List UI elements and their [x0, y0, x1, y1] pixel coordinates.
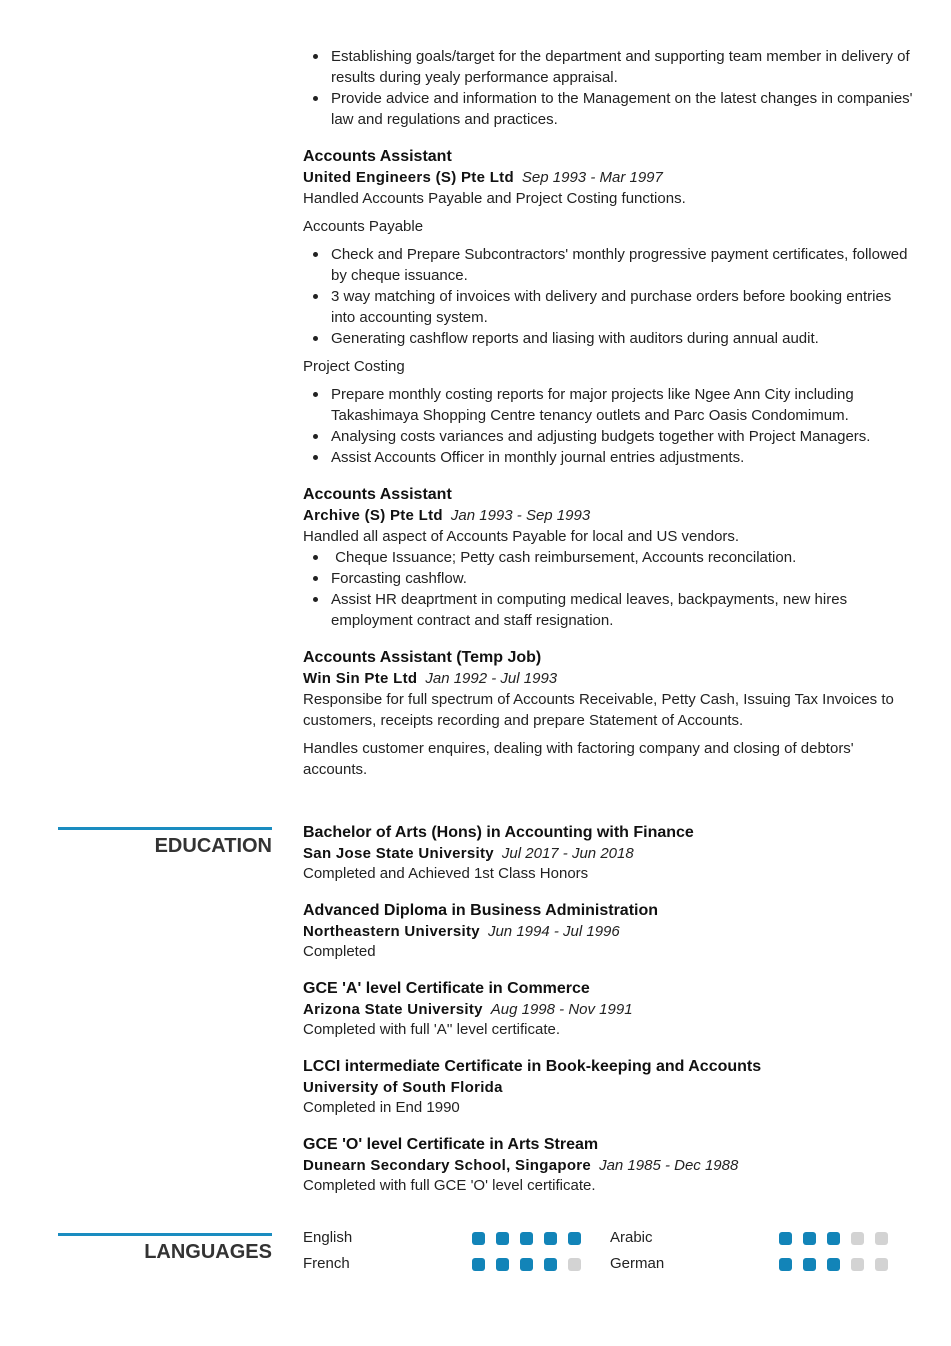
- bullet-item: Assist Accounts Officer in monthly journal entries adjustments.: [303, 447, 913, 468]
- edu-note: Completed with full 'A'' level certificate.: [303, 1021, 561, 1038]
- bullet-icon: [313, 336, 318, 341]
- bullet-item: Establishing goals/target for the department and supporting team member in delivery of results during yealy performance appraisal.: [303, 46, 913, 88]
- bullet-item: Provide advice and information to the Management on the latest changes in companies' law and regulations and practices.: [303, 88, 913, 130]
- level-pip-filled: [803, 1258, 816, 1271]
- level-pip-empty: [568, 1258, 581, 1271]
- degree-title: Advanced Diploma in Business Administration: [303, 902, 659, 919]
- bullet-icon: [313, 434, 318, 439]
- level-pip-filled: [496, 1232, 509, 1245]
- bullet-icon: [313, 96, 318, 101]
- level-pip-empty: [851, 1258, 864, 1271]
- bullet-list: [303, 547, 913, 631]
- school-name: Dunearn Secondary School, Singapore: [303, 1157, 592, 1174]
- level-pip-filled: [520, 1232, 533, 1245]
- level-pip-filled: [544, 1258, 557, 1271]
- job-summary-extra: Handles customer enquires, dealing with factoring company and closing of debtors' accounts.: [303, 740, 854, 778]
- level-pip-filled: [472, 1258, 485, 1271]
- level-pip-filled: [568, 1232, 581, 1245]
- degree-title: LCCI intermediate Certificate in Book-keeping and Accounts: [303, 1058, 762, 1075]
- job-summary: Handled Accounts Payable and Project Costing functions.: [303, 190, 686, 207]
- bullet-item: Cheque Issuance; Petty cash reimbursement, Accounts reconcilation.: [303, 547, 913, 568]
- sub-heading: Accounts Payable: [303, 218, 424, 235]
- company-name: United Engineers (S) Pte Ltd: [303, 169, 514, 186]
- level-pip-filled: [779, 1232, 792, 1245]
- bullet-item: Check and Prepare Subcontractors' monthly progressive payment certificates, followed by cheque issuance.: [303, 244, 913, 286]
- edu-dates: Aug 1998 - Nov 1991: [490, 1001, 633, 1018]
- job-dates: Sep 1993 - Mar 1997: [521, 169, 663, 186]
- level-pip-filled: [520, 1258, 533, 1271]
- education-entry: [303, 1134, 913, 1196]
- bullet-item: Prepare monthly costing reports for major projects like Ngee Ann City including Takashimaya Shopping Centre tenancy outlets and Parc Oasis Condomimum.: [303, 384, 913, 426]
- language-level: [779, 1258, 888, 1271]
- experience-section: [303, 46, 913, 780]
- job-summary: Handled all aspect of Accounts Payable for local and US vendors.: [303, 528, 740, 545]
- edu-dates: Jun 1994 - Jul 1996: [487, 923, 620, 940]
- level-pip-empty: [851, 1232, 864, 1245]
- degree-title: Bachelor of Arts (Hons) in Accounting with Finance: [303, 824, 694, 841]
- edu-note: Completed with full GCE 'O' level certificate.: [303, 1177, 596, 1194]
- job-dates: Jan 1992 - Jul 1993: [425, 670, 558, 687]
- level-pip-filled: [779, 1258, 792, 1271]
- bullet-icon: [313, 597, 318, 602]
- education-entry: [303, 822, 913, 884]
- bullet-icon: [313, 54, 318, 59]
- degree-title: GCE 'A' level Certificate in Commerce: [303, 980, 590, 997]
- top-bullet-list: [303, 46, 913, 130]
- bullet-icon: [313, 576, 318, 581]
- section-divider: [58, 827, 272, 830]
- level-pip-filled: [827, 1232, 840, 1245]
- bullet-icon: [313, 252, 318, 257]
- school-name: Northeastern University: [303, 923, 480, 940]
- job-title: Accounts Assistant: [303, 486, 452, 503]
- level-pip-filled: [544, 1232, 557, 1245]
- job-summary: Responsibe for full spectrum of Accounts Receivable, Petty Cash, Issuing Tax Invoices to customers, receipts recording and prepare Statement of Accounts.: [303, 691, 894, 729]
- language-name: Arabic: [610, 1229, 653, 1246]
- level-pip-filled: [496, 1258, 509, 1271]
- company-name: Archive (S) Pte Ltd: [303, 507, 443, 524]
- school-name: University of South Florida: [303, 1079, 503, 1096]
- school-name: San Jose State University: [303, 845, 494, 862]
- level-pip-filled: [803, 1232, 816, 1245]
- sub-heading: Project Costing: [303, 358, 405, 375]
- school-name: Arizona State University: [303, 1001, 483, 1018]
- bullet-item: Analysing costs variances and adjusting budgets together with Project Managers.: [303, 426, 913, 447]
- section-title-languages: LANGUAGES: [144, 1241, 272, 1263]
- degree-title: GCE 'O' level Certificate in Arts Stream: [303, 1136, 599, 1153]
- bullet-icon: [313, 392, 318, 397]
- section-title-education: EDUCATION: [154, 835, 272, 857]
- language-level: [472, 1258, 581, 1271]
- level-pip-filled: [472, 1232, 485, 1245]
- language-name: English: [303, 1229, 353, 1246]
- job-entry: [303, 147, 913, 468]
- bullet-item: Assist HR deaprtment in computing medical leaves, backpayments, new hires employment contract and staff resignation.: [303, 589, 913, 631]
- job-entry: [303, 648, 913, 780]
- edu-note: Completed: [303, 943, 376, 960]
- language-name: German: [610, 1255, 665, 1272]
- level-pip-filled: [827, 1258, 840, 1271]
- language-level: [779, 1232, 888, 1245]
- edu-dates: Jan 1985 - Dec 1988: [599, 1157, 739, 1174]
- bullet-item: Generating cashflow reports and liasing with auditors during annual audit.: [303, 328, 913, 349]
- edu-dates: Jul 2017 - Jun 2018: [501, 845, 634, 862]
- job-title: Accounts Assistant (Temp Job): [303, 649, 542, 666]
- company-name: Win Sin Pte Ltd: [303, 670, 418, 687]
- section-divider: [58, 1233, 272, 1236]
- education-list: [303, 822, 913, 1212]
- bullet-list: [303, 384, 913, 468]
- education-entry: [303, 1056, 913, 1118]
- language-name: French: [303, 1255, 350, 1272]
- level-pip-empty: [875, 1258, 888, 1271]
- job-entry: [303, 485, 913, 631]
- education-entry: [303, 900, 913, 962]
- edu-note: Completed and Achieved 1st Class Honors: [303, 865, 589, 882]
- education-entry: [303, 978, 913, 1040]
- edu-note: Completed in End 1990: [303, 1099, 460, 1116]
- language-level: [472, 1232, 581, 1245]
- bullet-item: Forcasting cashflow.: [303, 568, 913, 589]
- bullet-list: [303, 244, 913, 349]
- bullet-icon: [313, 555, 318, 560]
- level-pip-empty: [875, 1232, 888, 1245]
- bullet-item: 3 way matching of invoices with delivery and purchase orders before booking entries into accounting system.: [303, 286, 913, 328]
- bullet-icon: [313, 455, 318, 460]
- bullet-icon: [313, 294, 318, 299]
- job-dates: Jan 1993 - Sep 1993: [450, 507, 591, 524]
- job-title: Accounts Assistant: [303, 148, 452, 165]
